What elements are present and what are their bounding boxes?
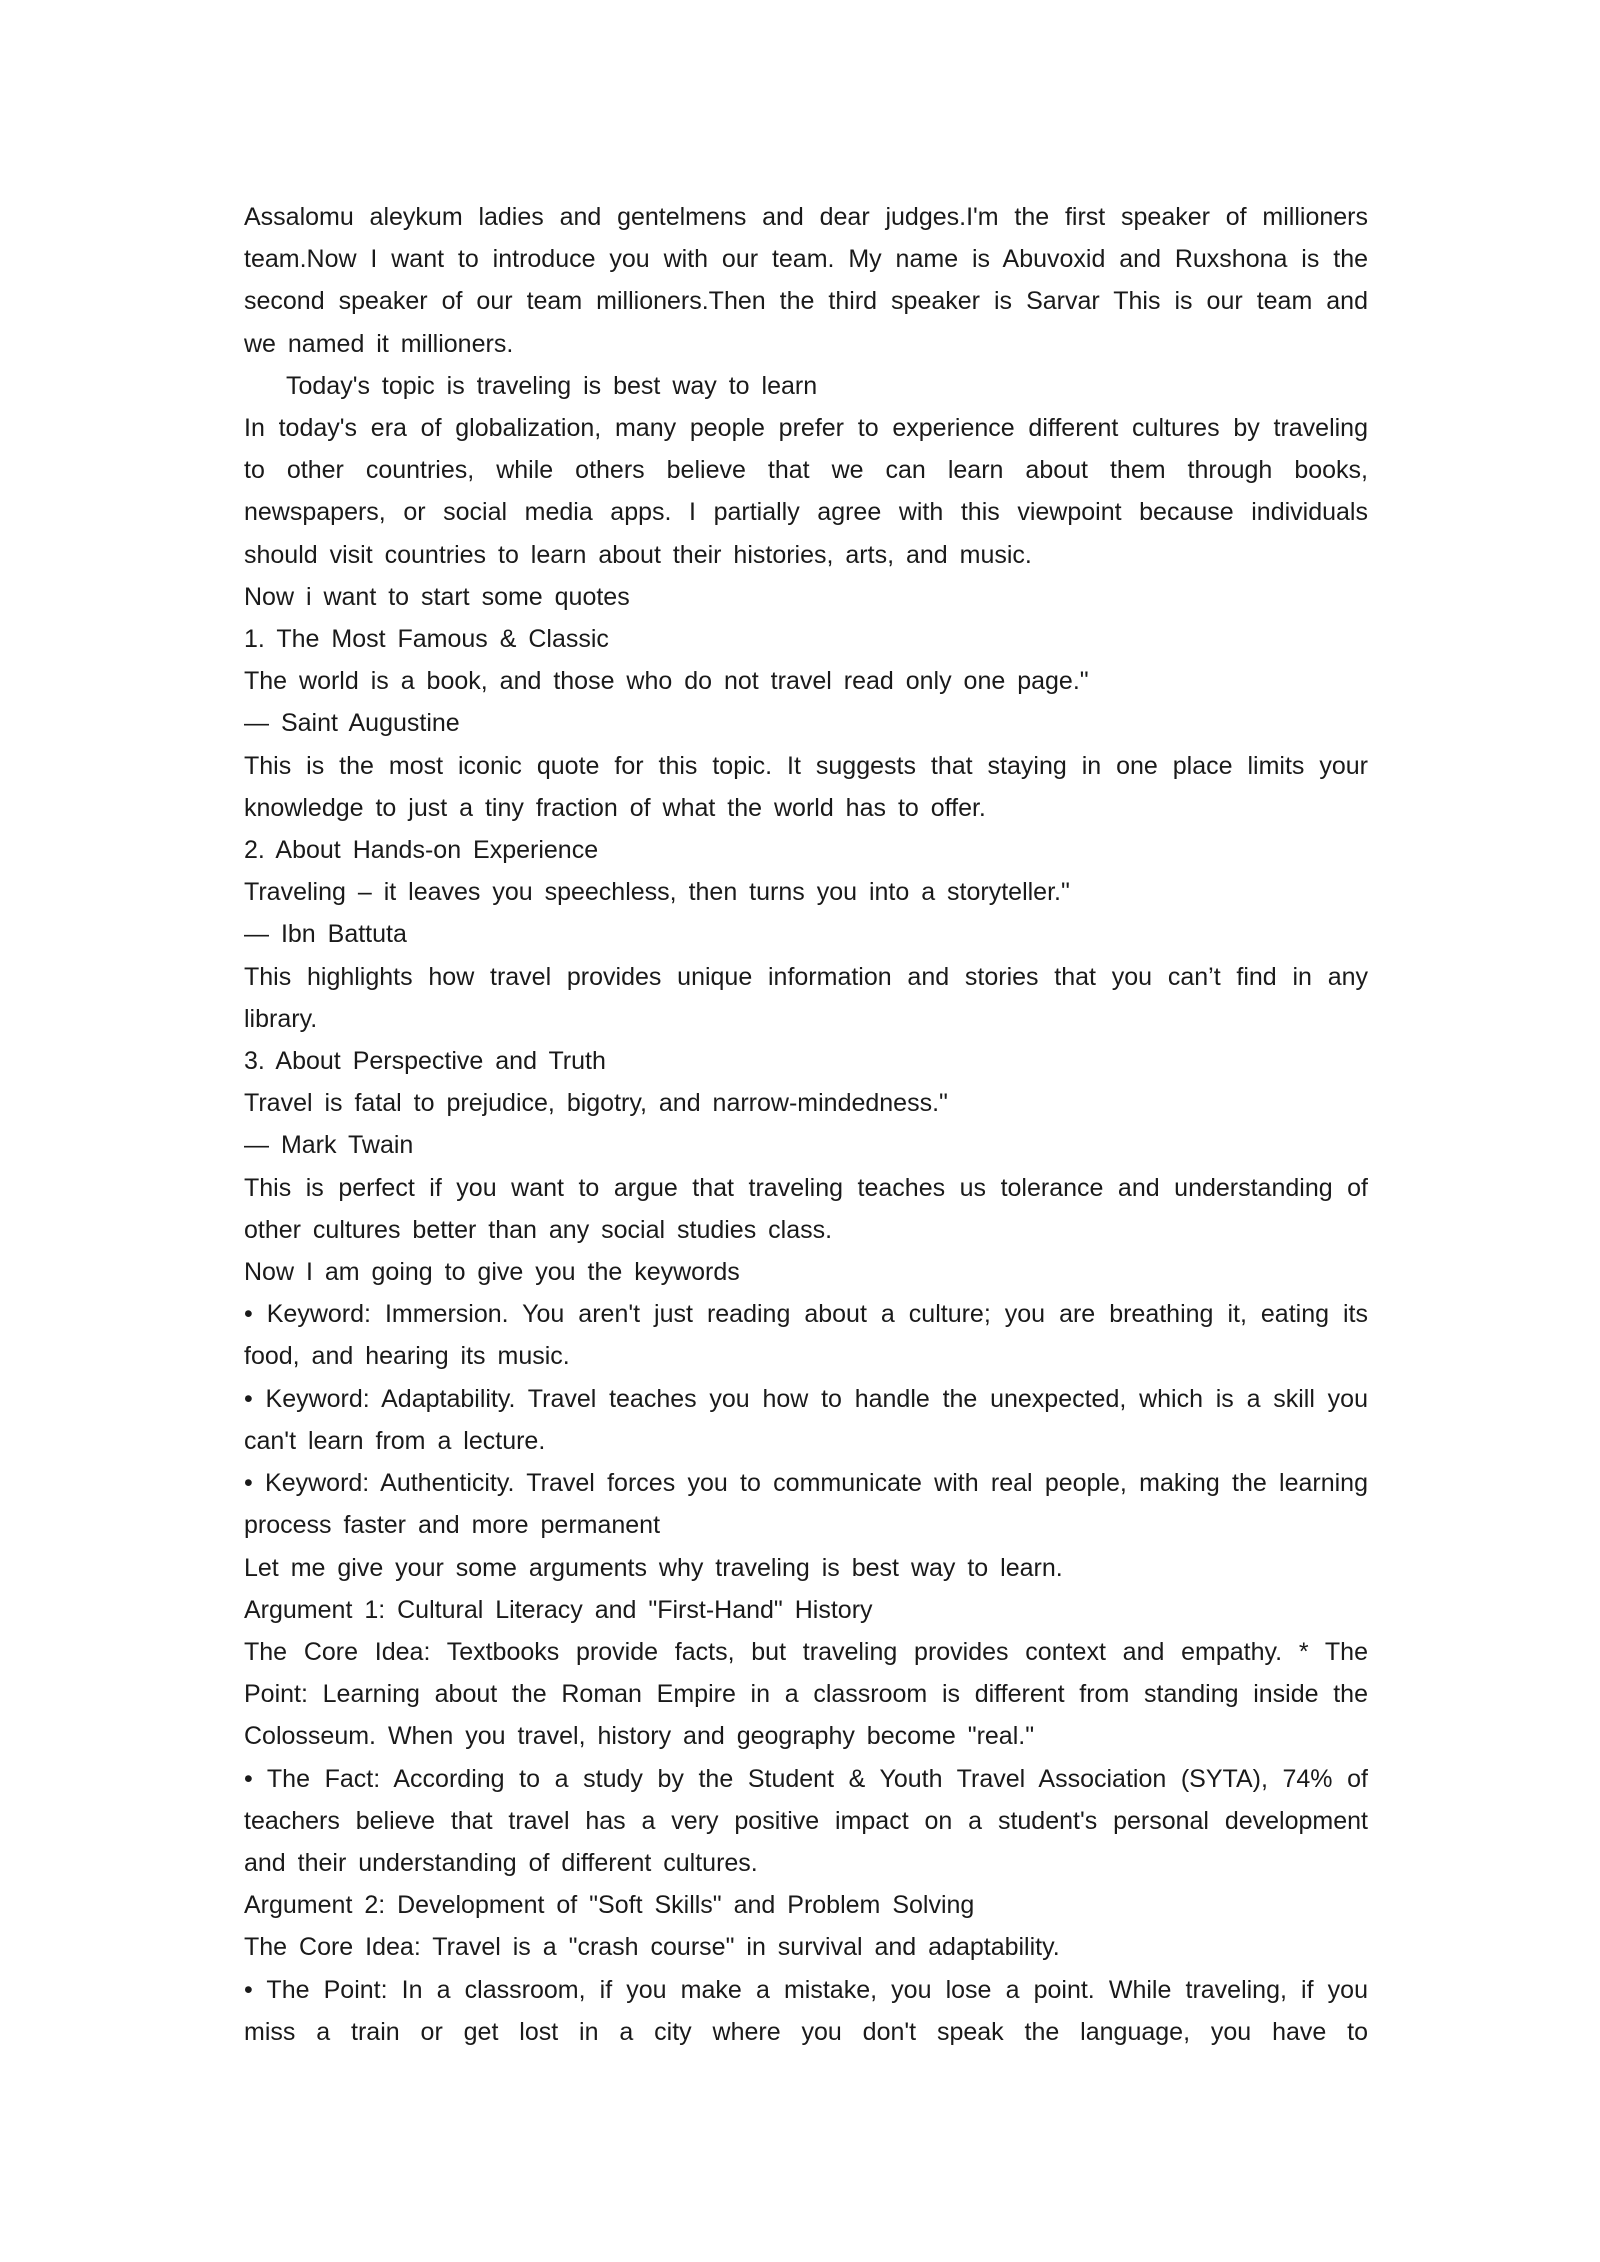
argument-1-fact: • The Fact: According to a study by the Student & Youth Travel Association (SYTA), 74% of teachers believe that travel has a very positive impact on a student's personal development and their understanding of different cultures. [244, 1764, 1368, 1877]
quote-1-heading: 1. The Most Famous & Classic [244, 625, 609, 654]
argument-2-heading: Argument 2: Development of "Soft Skills" and Problem Solving [244, 1891, 975, 1920]
keywords-intro: Now I am going to give you the keywords [244, 1258, 740, 1287]
arguments-intro: Let me give your some arguments why traveling is best way to learn. [244, 1553, 1063, 1582]
document-body [244, 196, 1368, 2053]
argument-2-point: • The Point: In a classroom, if you make a mistake, you lose a point. While traveling, if you miss a train or get lost in a city where you don't speak the language, you have to [244, 1975, 1368, 2046]
quote-3-author: — Mark Twain [244, 1131, 414, 1160]
quote-2-explanation: This highlights how travel provides unique information and stories that you can’t find in any library. [244, 962, 1368, 1033]
argument-1-core-idea: The Core Idea: Textbooks provide facts, but traveling provides context and empathy. * The Point: Learning about the Roman Empire in a classroom is different from standing inside the Colosseum. When you travel, history and geography become "real." [244, 1637, 1368, 1751]
intro-paragraph: Assalomu aleykum ladies and gentelmens and dear judges.I'm the first speaker of millioners team.Now I want to introduce you with our team. My name is Abuvoxid and Ruxshona is the second speaker of our team millioners.Then the third speaker is Sarvar This is our team and we named it millioners. [244, 203, 1368, 358]
argument-1-heading: Argument 1: Cultural Literacy and "First-Hand" History [244, 1595, 873, 1624]
keyword-authenticity: • Keyword: Authenticity. Travel forces you to communicate with real people, making the learning process faster and more permanent [244, 1469, 1368, 1540]
quotes-intro: Now i want to start some quotes [244, 582, 630, 611]
argument-2-core-idea: The Core Idea: Travel is a "crash course" in survival and adaptability. [244, 1933, 1060, 1962]
quote-3-heading: 3. About Perspective and Truth [244, 1047, 606, 1076]
quote-1-explanation: This is the most iconic quote for this topic. It suggests that staying in one place limits your knowledge to just a tiny fraction of what the world has to offer. [244, 751, 1368, 822]
globalization-paragraph: In today's era of globalization, many people prefer to experience different cultures by traveling to other countries, while others believe that we can learn about them through books, newspapers, or social media apps. I partially agree with this viewpoint because individuals should visit countries to learn about their histories, arts, and music. [244, 414, 1368, 569]
keyword-immersion: • Keyword: Immersion. You aren't just reading about a culture; you are breathing it, eating its food, and hearing its music. [244, 1300, 1368, 1371]
quote-1-text: The world is a book, and those who do not travel read only one page." [244, 667, 1089, 696]
quote-1-author: — Saint Augustine [244, 709, 460, 738]
keyword-adaptability: • Keyword: Adaptability. Travel teaches you how to handle the unexpected, which is a skill you can't learn from a lecture. [244, 1384, 1368, 1455]
quote-2-heading: 2. About Hands-on Experience [244, 836, 599, 865]
topic-line: Today's topic is traveling is best way to learn [286, 371, 818, 400]
quote-3-text: Travel is fatal to prejudice, bigotry, and narrow-mindedness." [244, 1089, 948, 1118]
quote-3-explanation: This is perfect if you want to argue that traveling teaches us tolerance and understanding of other cultures better than any social studies class. [244, 1173, 1368, 1244]
quote-2-text: Traveling – it leaves you speechless, then turns you into a storyteller." [244, 878, 1070, 907]
quote-2-author: — Ibn Battuta [244, 920, 407, 949]
